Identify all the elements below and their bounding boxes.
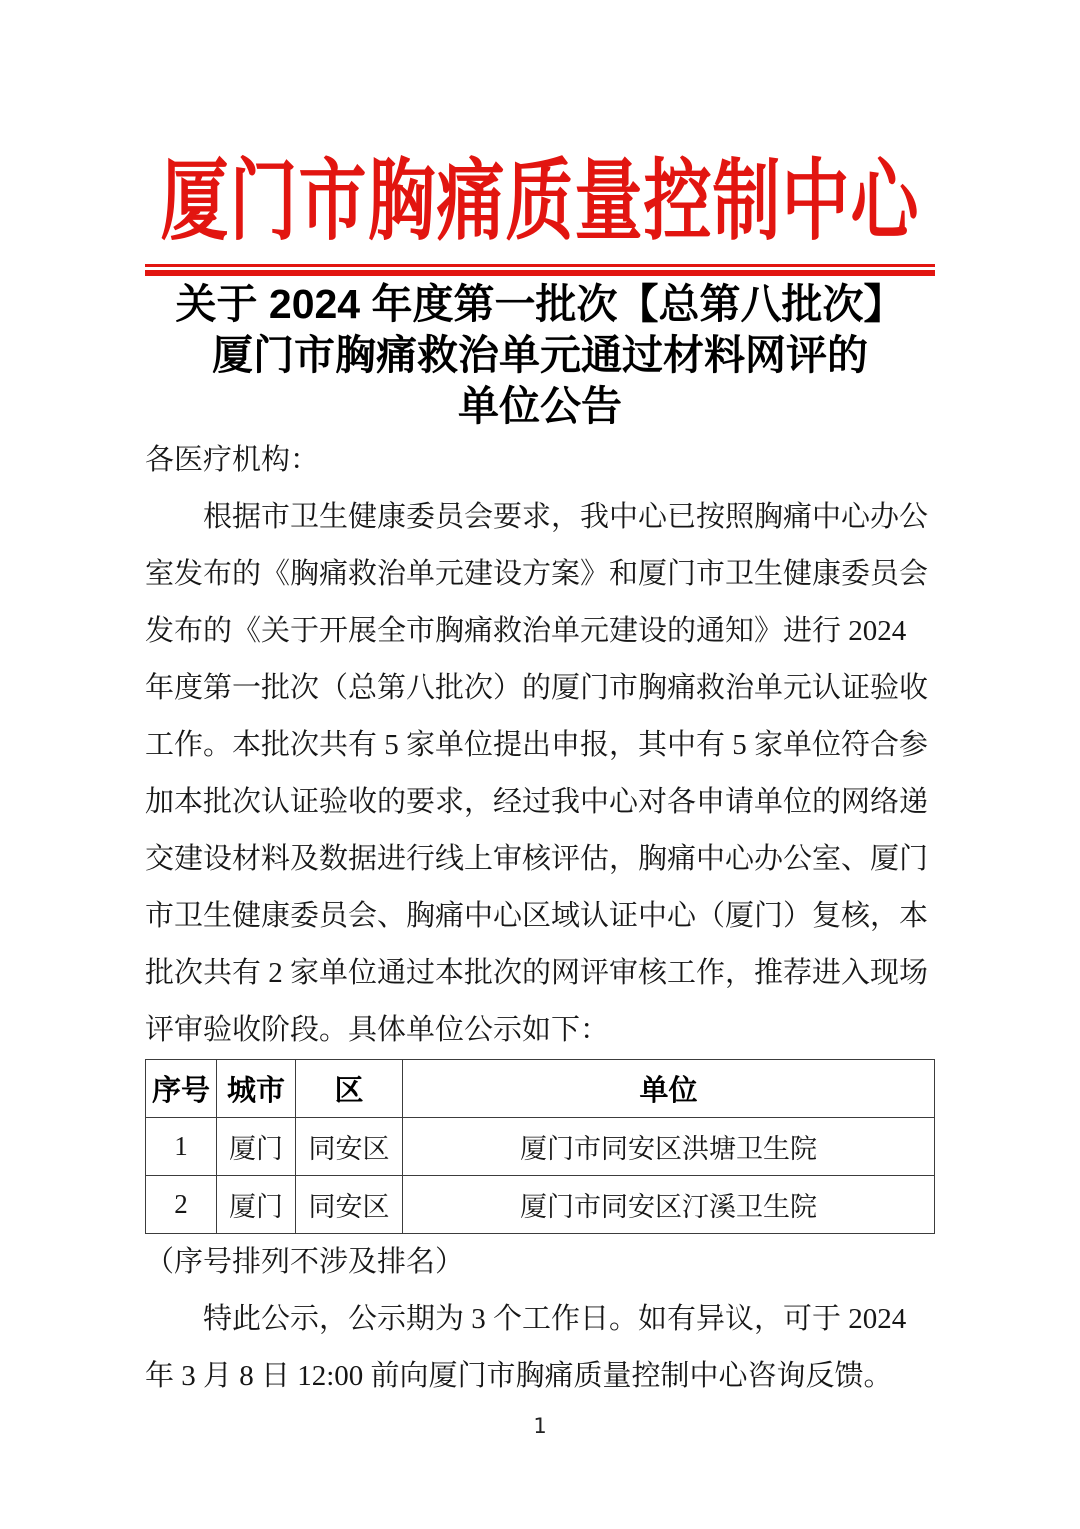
- document-title-line-3: 单位公告: [458, 383, 622, 429]
- units-table-body: [146, 1118, 935, 1234]
- body-text: [145, 432, 935, 1059]
- org-header-title: 厦门市胸痛质量控制中心: [160, 152, 920, 252]
- units-table: [145, 1059, 935, 1234]
- closing-text: [145, 1234, 935, 1405]
- cell-city: 厦门: [217, 1176, 296, 1234]
- body-line: 市卫生健康委员会、胸痛中心区域认证中心（厦门）复核，本: [145, 900, 929, 932]
- document-title-line-1: 关于 2024 年度第一批次【总第八批次】: [175, 281, 905, 327]
- header-divider-thin-line: [145, 264, 935, 267]
- table-header-row: [146, 1060, 935, 1118]
- closing-line-1: 特此公示，公示期为 3 个工作日。如有异议，可于 2024: [203, 1303, 907, 1335]
- cell-unit: 厦门市同安区洪塘卫生院: [403, 1118, 935, 1176]
- page-number: 1: [533, 1414, 547, 1438]
- body-line: 批次共有 2 家单位通过本批次的网评审核工作，推荐进入现场: [145, 957, 929, 989]
- cell-city: 厦门: [217, 1118, 296, 1176]
- cell-no: 2: [146, 1176, 217, 1234]
- body-line: 年度第一批次（总第八批次）的厦门市胸痛救治单元认证验收: [145, 672, 929, 704]
- cell-no: 1: [146, 1118, 217, 1176]
- document-title: [145, 279, 935, 432]
- body-line: 加本批次认证验收的要求，经过我中心对各申请单位的网络递: [145, 786, 929, 818]
- col-header-unit: 单位: [403, 1060, 935, 1118]
- header-divider: [145, 264, 935, 276]
- salutation: 各医疗机构：: [145, 444, 320, 476]
- cell-district: 同安区: [296, 1176, 403, 1234]
- col-header-no: 序号: [146, 1060, 217, 1118]
- document-content: [145, 152, 935, 1441]
- table-row: [146, 1176, 935, 1234]
- document-title-line-2: 厦门市胸痛救治单元通过材料网评的: [212, 332, 868, 378]
- body-line: 交建设材料及数据进行线上审核评估，胸痛中心办公室、厦门: [145, 843, 929, 875]
- body-line: 工作。本批次共有 5 家单位提出申报，其中有 5 家单位符合参: [145, 729, 929, 761]
- body-line: 室发布的《胸痛救治单元建设方案》和厦门市卫生健康委员会: [145, 558, 929, 590]
- col-header-city: 城市: [217, 1060, 296, 1118]
- body-line: 发布的《关于开展全市胸痛救治单元建设的通知》进行 2024: [145, 615, 907, 647]
- cell-unit: 厦门市同安区汀溪卫生院: [403, 1176, 935, 1234]
- cell-district: 同安区: [296, 1118, 403, 1176]
- body-line: 评审验收阶段。具体单位公示如下：: [145, 1014, 610, 1046]
- body-line: 根据市卫生健康委员会要求，我中心已按照胸痛中心办公: [203, 501, 929, 533]
- closing-line-2: 年 3 月 8 日 12:00 前向厦门市胸痛质量控制中心咨询反馈。: [145, 1360, 893, 1392]
- col-header-district: 区: [296, 1060, 403, 1118]
- units-table-header: [146, 1060, 935, 1118]
- header-divider-thick-line: [145, 270, 935, 276]
- table-row: [146, 1118, 935, 1176]
- rank-note: （序号排列不涉及排名）: [145, 1246, 465, 1278]
